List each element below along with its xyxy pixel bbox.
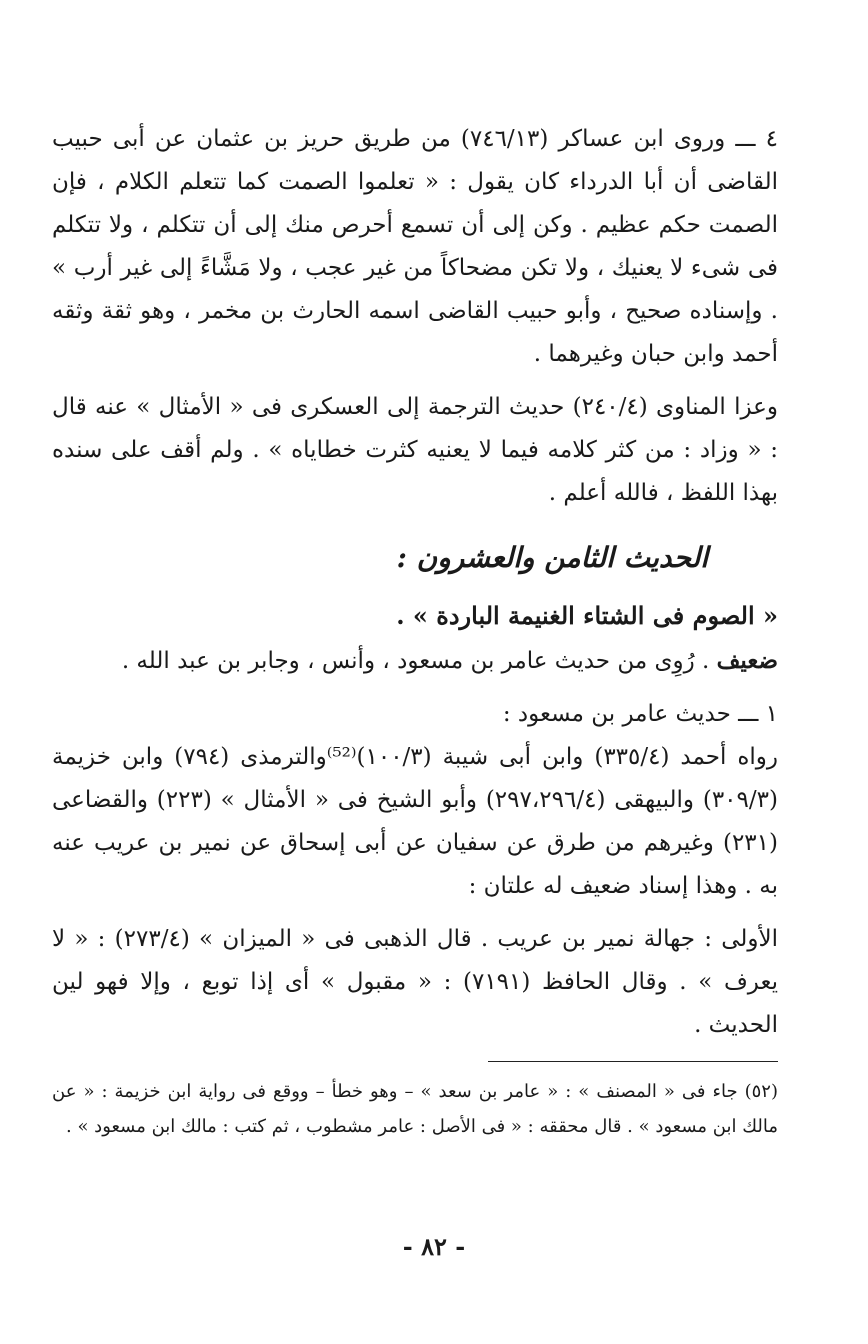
grade-line [52,639,778,683]
page-number: - ٨٢ - [402,1232,466,1261]
spacer [52,583,778,593]
grade-rest: . رُوِى من حديث عامر بن مسعود ، وأنس ، وجابر بن عبد الله . [121,648,717,674]
spacer [52,515,778,533]
paragraph-narration: رواه أحمد (٣٣٥/٤) وابن أبى شيبة (١٠٠/٣)⁽⁵²⁾والترمذى (٧٩٤) وابن خزيمة (٣٠٩/٣) والبيهقى (٢٩٧،٢٩٦/٤) وأبو الشيخ فى « الأمثال » (٢٢٣) والقضاعى (٢٣١) وغيرهم من طرق عن سفيان عن أبى إسحاق عن نمير بن عريب عنه به . وهذا إسناد ضعيف له علتان : [52,744,779,899]
spacer [52,376,778,386]
hadith-heading: الحديث الثامن والعشرون : [396,541,708,574]
page-body [52,118,778,1144]
hadith-text: « الصوم فى الشتاء الغنيمة الباردة » . [396,601,778,630]
grade-word: ضعيف [716,647,778,674]
footnote-divider [488,1061,778,1062]
paragraph-ibn-asakir: ٤ ـــ وروى ابن عساكر (٧٤٦/١٣) من طريق حريز بن عثمان عن أبى حبيب القاضى أن أبا الدرداء كان يقول : « تعلموا الصمت كما تتعلم الكلام ، فإن الصمت حكم عظيم . وكن إلى أن تسمع أحرص منك إلى أن تتكلم ، ولا تتكلم فى شىء لا يعنيك ، ولا تكن مضحاكاً من غير عجب ، ولا مَشَّاءً إلى غير أرب » . وإسناده صحيح ، وأبو حبيب القاضى اسمه الحارث بن مخمر ، وهو ثقة وثقه أحمد وابن حبان وغيرهما . [52,126,778,367]
spacer [52,683,778,693]
paragraph-munawi: وعزا المناوى (٢٤٠/٤) حديث الترجمة إلى العسكرى فى « الأمثال » عنه قال : « وزاد : من كثر كلامه فيما لا يعنيه كثرت خطاياه » . ولم أقف على سنده بهذا اللفظ ، فالله أعلم . [52,394,778,506]
paragraph-first-flaw: الأولى : جهالة نمير بن عريب . قال الذهبى فى « الميزان » (٢٧٣/٤) : « لا يعرف » . وقال الحافظ (٧١٩١) : « مقبول » أى إذا توبع ، وإلا فهو لين الحديث . [52,926,778,1038]
footnote-52: (٥٢) جاء فى « المصنف » : « عامر بن سعد » – وهو خطأ – ووقع فى رواية ابن خزيمة : « عن مالك ابن مسعود » . قال محققه : « فى الأصل : عامر مشطوب ، ثم كتب : مالك ابن مسعود » . [52,1081,778,1137]
spacer [52,908,778,918]
section-one-title: ١ ـــ حديث عامر بن مسعود : [502,701,778,727]
